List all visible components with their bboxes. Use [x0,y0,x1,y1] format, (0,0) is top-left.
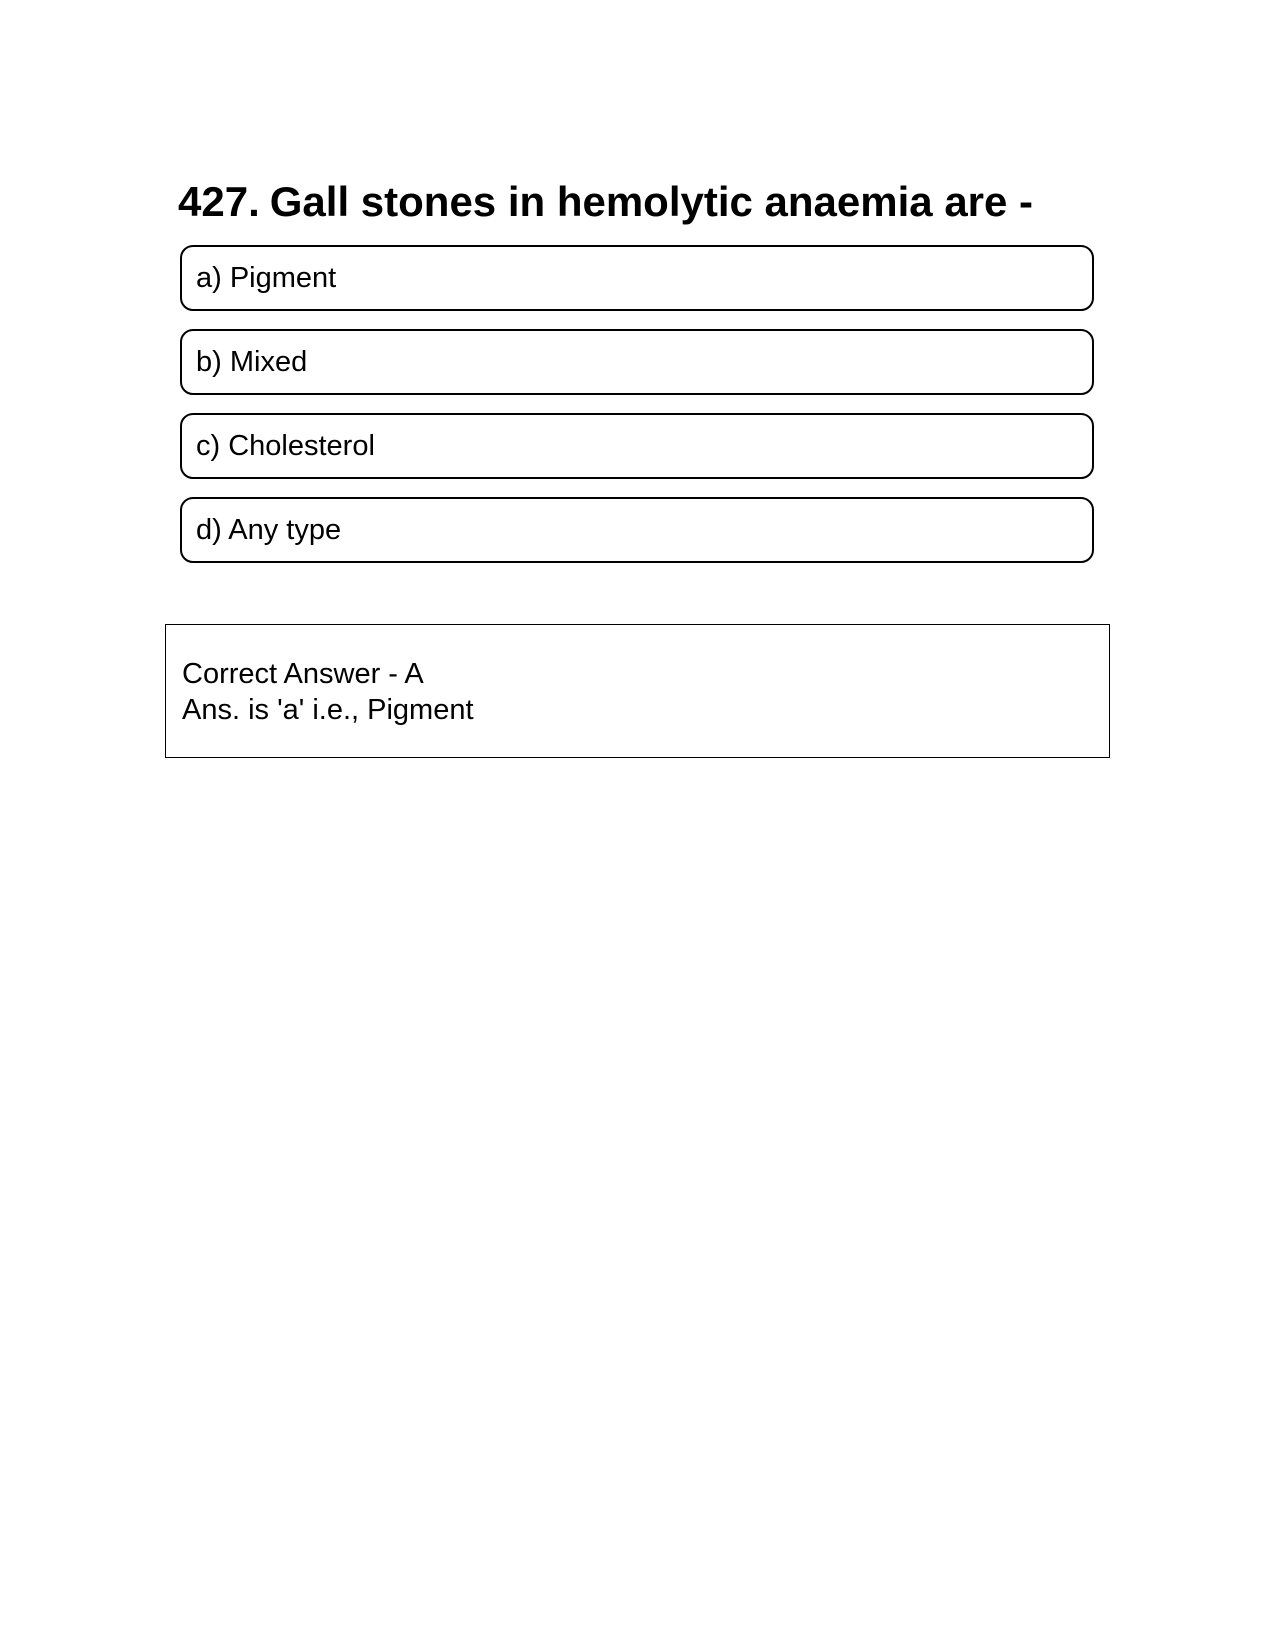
option-c[interactable]: c) Cholesterol [180,413,1094,479]
question-title [178,176,1033,228]
answer-box [165,624,1110,758]
option-a[interactable]: a) Pigment [180,245,1094,311]
correct-answer-line: Correct Answer - A [182,658,424,690]
option-d[interactable]: d) Any type [180,497,1094,563]
option-b[interactable]: b) Mixed [180,329,1094,395]
question-number: 427. [178,178,260,225]
answer-explanation: Ans. is 'a' i.e., Pigment [182,694,474,726]
question-text: Gall stones in hemolytic anaemia are - [269,178,1034,225]
